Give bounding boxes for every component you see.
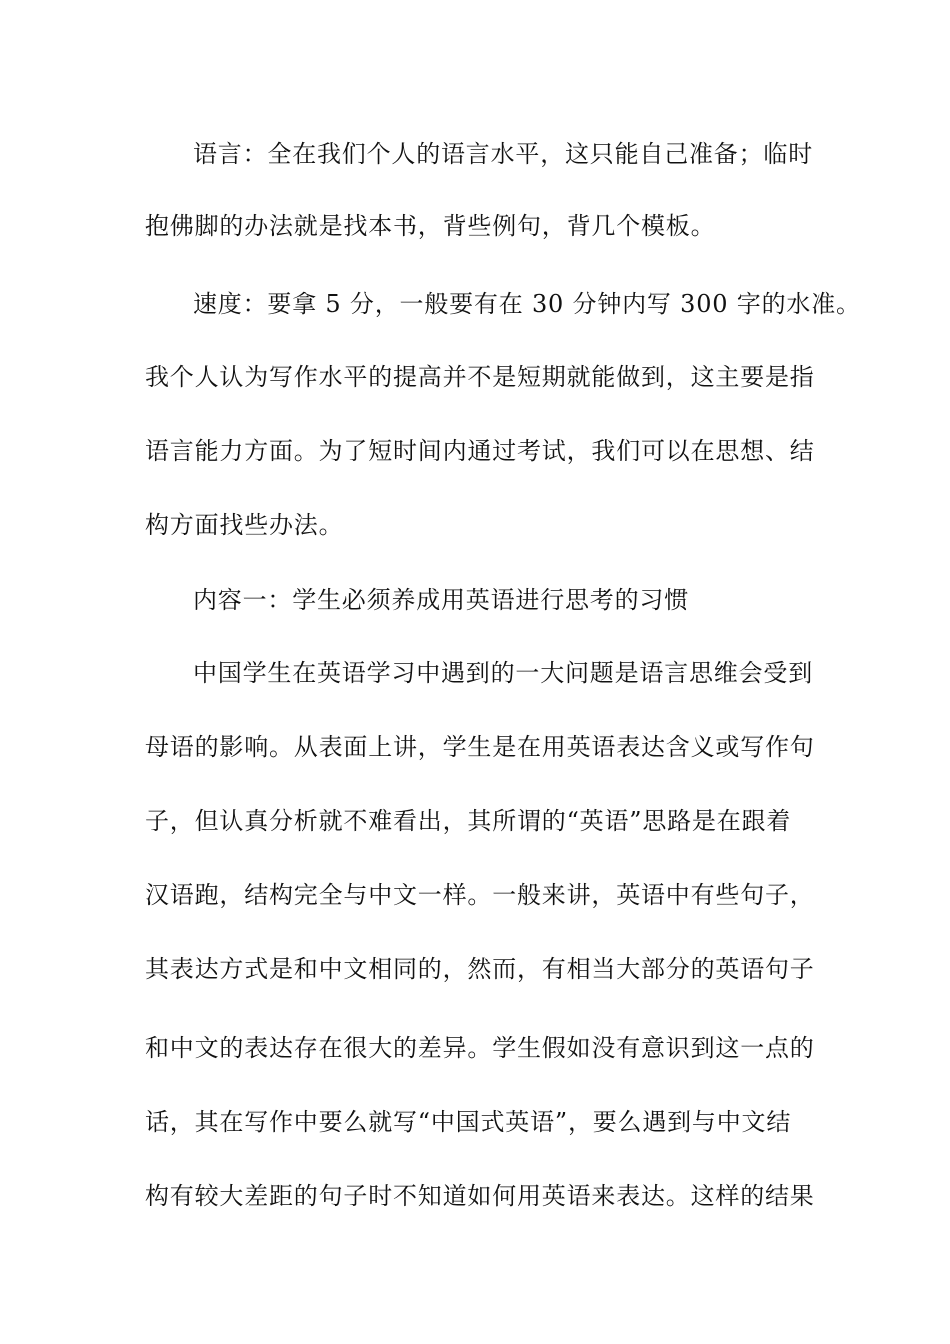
paragraph-thinking-line-8: 构有较大差距的句子时不知道如何用英语来表达。这样的结果 (145, 1182, 815, 1210)
paragraph-language-line-1: 语言：全在我们个人的语言水平，这只能自己准备；临时 (193, 140, 813, 168)
paragraph-thinking-line-4: 汉语跑，结构完全与中文一样。一般来讲，英语中有些句子， (145, 881, 815, 909)
paragraph-thinking-line-2: 母语的影响。从表面上讲，学生是在用英语表达含义或写作句 (145, 733, 815, 761)
paragraph-thinking-line-7: 话，其在写作中要么就写“中国式英语”，要么遇到与中文结 (145, 1108, 792, 1136)
paragraph-speed-line-4: 构方面找些办法。 (145, 511, 344, 539)
paragraph-language-line-2: 抱佛脚的办法就是找本书，背些例句，背几个模板。 (145, 212, 716, 240)
paragraph-speed-line-2: 我个人认为写作水平的提高并不是短期就能做到，这主要是指 (145, 363, 815, 391)
paragraph-thinking-line-1: 中国学生在英语学习中遇到的一大问题是语言思维会受到 (193, 659, 813, 687)
paragraph-speed-line-3: 语言能力方面。为了短时间内通过考试，我们可以在思想、结 (145, 437, 815, 465)
paragraph-thinking-line-5: 其表达方式是和中文相同的，然而，有相当大部分的英语句子 (145, 955, 815, 983)
section-heading-content-one: 内容一：学生必须养成用英语进行思考的习惯 (193, 586, 689, 614)
paragraph-speed-line-1: 速度：要拿 5 分，一般要有在 30 分钟内写 300 字的水准。 (193, 290, 861, 318)
paragraph-thinking-line-3: 子，但认真分析就不难看出，其所谓的“英语”思路是在跟着 (145, 807, 792, 835)
paragraph-thinking-line-6: 和中文的表达存在很大的差异。学生假如没有意识到这一点的 (145, 1034, 815, 1062)
